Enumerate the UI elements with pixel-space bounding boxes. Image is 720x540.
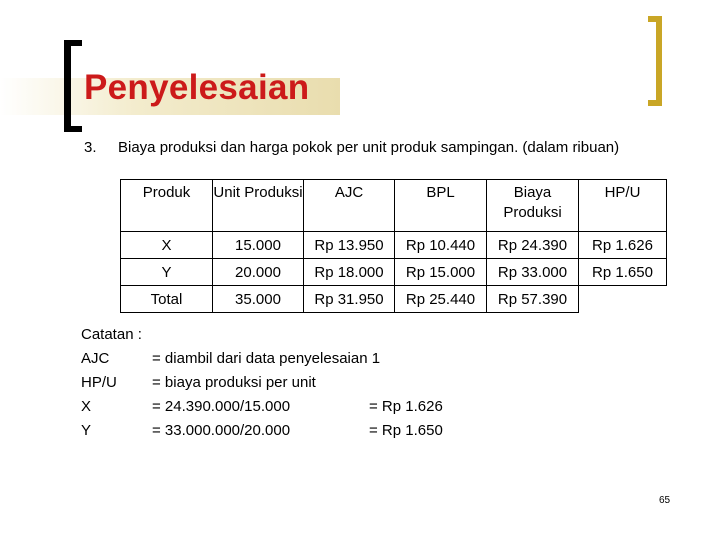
note-key: AJC — [81, 350, 110, 367]
table-cell: Rp 25.440 — [395, 286, 487, 313]
slide-title: Penyelesaian — [84, 68, 310, 107]
table-row-total — [121, 286, 667, 313]
table-header-row — [121, 180, 667, 232]
table-cell: 35.000 — [213, 286, 304, 313]
table-cell: 15.000 — [213, 232, 304, 259]
header-ajc: AJC — [304, 180, 395, 232]
header-biaya-produksi: Biaya Produksi — [487, 180, 579, 232]
note-value: = 33.000.000/20.000 — [152, 422, 291, 439]
notes-heading: Catatan : — [81, 326, 142, 343]
table-cell: Rp 1.650 — [579, 259, 667, 286]
notes-section — [81, 323, 681, 443]
table-cell: Y — [121, 259, 213, 286]
note-value: = diambil dari data penyelesaian 1 — [152, 350, 381, 367]
table-cell: Rp 10.440 — [395, 232, 487, 259]
header-produk: Produk — [121, 180, 213, 232]
note-line — [81, 371, 681, 395]
note-line — [81, 395, 681, 419]
point-text: Biaya produksi dan harga pokok per unit produk sampingan. (dalam ribuan) — [118, 139, 620, 156]
left-bracket-decoration — [64, 40, 71, 132]
table-cell: Rp 24.390 — [487, 232, 579, 259]
table-cell: Rp 57.390 — [487, 286, 579, 313]
note-line — [81, 419, 681, 443]
table-cell: Rp 18.000 — [304, 259, 395, 286]
table-cell: Rp 15.000 — [395, 259, 487, 286]
header-hpu: HP/U — [579, 180, 667, 232]
note-value: = 24.390.000/15.000 — [152, 398, 291, 415]
note-line — [81, 347, 681, 371]
table-cell: 20.000 — [213, 259, 304, 286]
note-key: HP/U — [81, 374, 117, 391]
note-key: Y — [81, 422, 92, 439]
page-number: 65 — [659, 495, 671, 506]
table-cell: Total — [121, 286, 213, 313]
note-value: = biaya produksi per unit — [152, 374, 316, 391]
production-cost-table — [120, 179, 667, 313]
table-cell: Rp 13.950 — [304, 232, 395, 259]
table-cell: Rp 31.950 — [304, 286, 395, 313]
note-result: = Rp 1.626 — [369, 398, 443, 415]
table-cell: Rp 1.626 — [579, 232, 667, 259]
point-number: 3. — [84, 139, 97, 156]
header-unit-produksi: Unit Produksi — [213, 180, 304, 232]
table-row — [121, 232, 667, 259]
table-cell: X — [121, 232, 213, 259]
table-row — [121, 259, 667, 286]
note-key: X — [81, 398, 92, 415]
table-cell: Rp 33.000 — [487, 259, 579, 286]
header-bpl: BPL — [395, 180, 487, 232]
note-result: = Rp 1.650 — [369, 422, 443, 439]
right-bracket-decoration — [650, 16, 662, 106]
table-cell-empty — [579, 286, 667, 313]
